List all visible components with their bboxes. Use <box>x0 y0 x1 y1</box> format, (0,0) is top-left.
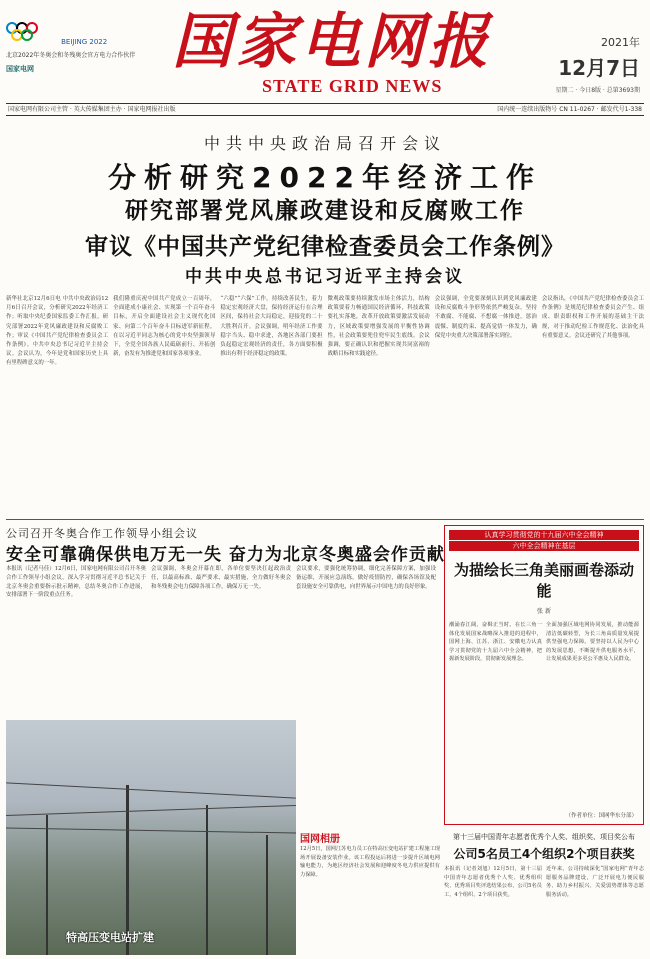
olympic-rings-icon <box>6 22 50 44</box>
top-story-body <box>6 295 644 515</box>
article-column: 潮涌春江阔，奋楫正当时。在长三角一体化发展国家战略深入推进的进程中，国网上海、江苏、浙江、安徽电力认真学习贯彻党的十九届六中全会精神，把握新发展阶段，贯彻新发展理念。 <box>449 622 542 663</box>
photo-section-tag: 国网相册 <box>300 834 340 845</box>
top-story-headline-3: 审议《中国共产党纪律检查委员会工作条例》 <box>85 234 565 260</box>
article-column: 新华社北京12月6日电 中共中央政治局12月6日召开会议，分析研究2022年经济工作；听取中央纪委国家监委工作汇报，研究部署2022年党风廉政建设和反腐败工作；审议《中国共产党纪律检查委员会工作条例》。中共中央总书记习近平主持会议。会议认为，今年是党和国家历史上具有里程碑意义的一年。 <box>6 296 109 367</box>
article-column: 近年来，公司持续深化“国家电网”青年志愿服务品牌建设，广泛开展电力便民服务、助力乡村振兴、关爱弱势群体等志愿服务活动。 <box>546 866 644 898</box>
wire-graphic <box>6 782 296 798</box>
tower-graphic <box>46 815 48 955</box>
story2-headline: 安全可靠确保供电万无一失 奋力为北京冬奥盛会作贡献 <box>6 545 445 565</box>
commentary-band-sub: 六中全会精神在基层 <box>449 541 639 551</box>
article-column: “六稳”“六保”工作，持续改善民生，着力稳定宏观经济大盘，保持经济运行在合理区间，保持社会大局稳定，迎接党的二十大胜利召开。会议强调，明年经济工作要稳字当头、稳中求进，各地区各部门要担负起稳定宏观经济的责任，各方面要积极推出有利于经济稳定的政策。 <box>220 296 323 358</box>
bottom-story-kicker: 第十三届中国青年志愿者优秀个人奖、组织奖、项目奖公布 <box>453 833 635 841</box>
article-column: 会议强调，全党要深刻认识到党风廉政建设和反腐败斗争形势依然严峻复杂，坚持不敢腐、不能腐、不想腐一体推进，惩治震慑、制度约束、提高觉悟一体发力，确保党中央重大决策部署落实到位。 <box>434 296 537 339</box>
top-story-subhead: 中共中央总书记习近平主持会议 <box>185 267 465 287</box>
top-story-headline-2: 研究部署党风廉政建设和反腐败工作 <box>125 198 525 224</box>
newspaper-title: 国家电网报 <box>172 7 492 77</box>
bottom-story-body <box>444 865 644 955</box>
story2-kicker: 公司召开冬奥合作工作领导小组会议 <box>6 527 198 540</box>
article-column: 全面加强区域电网协同发展，推动能源清洁低碳转型，为长三角高质量发展提供坚强电力保障。要坚持以人民为中心的发展思想，不断提升供电服务水平，让发展成果更多更公平惠及人民群众。 <box>546 622 639 663</box>
top-story-kicker: 中共中央政治局召开会议 <box>203 134 446 153</box>
masthead <box>0 0 650 100</box>
story2-body <box>6 565 436 715</box>
news-photo <box>6 720 296 955</box>
section-divider <box>6 519 644 520</box>
publisher-info: 国家电网有限公司主管 · 英大传媒集团主办 · 国家电网报社出版 <box>8 106 176 113</box>
article-column: 微观政策要持续激发市场主体活力，结构政策要着力畅通国民经济循环，科技政策要扎实落地，改革开放政策要激活发展动力，区域政策要增强发展的平衡性协调性，社会政策要兜住兜牢民生底线。会议强调，要正确认识和把握实现共同富裕的战略目标和实践途径。 <box>327 296 430 358</box>
article-column: 我们隆重庆祝中国共产党成立一百周年，全面建成小康社会、实现第一个百年奋斗目标，开启全面建设社会主义现代化国家、向第二个百年奋斗目标进军新征程。在以习近平同志为核心的党中央坚强领导下，全党全国各族人民砥砺前行、开拓创新，奋发有为推进党和国家各项事业。 <box>113 296 216 358</box>
top-story-headline-1: 分析研究2022年经济工作 <box>108 161 542 194</box>
commentary-headline: 为描绘长三角美丽画卷添动能 <box>453 561 634 600</box>
tower-graphic <box>266 835 268 955</box>
tower-graphic <box>206 805 208 955</box>
newspaper-title-en: STATE GRID NEWS <box>262 76 443 96</box>
issue-year: 2021年 <box>601 36 640 49</box>
bottom-story-headline: 公司5名员工4个组织2个项目获奖 <box>453 847 635 861</box>
issue-date: 12月7日 <box>558 56 640 80</box>
article-column: 会议强调，冬奥会开幕在即，各单位要坚决扛起政治责任，以最高标准、最严要求、最实措施，全力做好冬奥会和冬残奥会电力保障各项工作，确保万无一失。 <box>151 566 291 590</box>
games-label: BEIJING 2022 <box>61 38 108 46</box>
article-column: 本报讯（记者刘旭）12月5日，第十三届中国青年志愿者优秀个人奖、优秀组织奖、优秀项目奖评选结果公布，公司5名员工、4个组织、2个项目获奖。 <box>444 866 542 898</box>
article-column: 本报讯（记者马佳）12月6日，国家电网有限公司召开冬奥合作工作领导小组会议，深入学习贯彻习近平总书记关于北京冬奥会重要指示批示精神，总结冬奥合作工作进展，安排部署下一阶段重点任务。 <box>6 566 146 599</box>
state-grid-brand: 国家电网 <box>6 65 34 73</box>
issue-meta: 星期二 · 今日8版 · 总第3693期 <box>555 87 640 94</box>
date-block <box>555 34 640 94</box>
article-column: 会议指出，《中国共产党纪律检查委员会工作条例》是规范纪律检查委员会产生、组成、职责职权和工作开展的基础主干法规，对于推动纪检工作规范化、法治化具有重要意义。会议还研究了其他事项。 <box>541 296 645 339</box>
partner-caption: 北京2022年冬奥会和冬残奥会官方电力合作伙伴 <box>6 52 136 59</box>
commentary-band: 认真学习贯彻党的十九届六中全会精神 <box>449 530 639 540</box>
photo-description <box>300 845 440 955</box>
commentary-box <box>444 525 644 825</box>
publication-number: 国内统一连续出版物号 CN 11-0267 · 邮发代号1-338 <box>497 106 642 113</box>
olympic-partner-logo <box>6 22 146 74</box>
article-column: 会议要求，要强化统筹协调，细化完善保障方案，加强设备运维，开展应急演练，做好疫情防控，确保各场馆及配套设施安全可靠供电，向世界展示中国电力的良好形象。 <box>296 566 436 590</box>
wire-graphic <box>6 827 296 833</box>
wire-graphic <box>6 805 296 816</box>
commentary-signature: （作者单位：国网华东分部） <box>565 813 637 819</box>
photo-description-text: 12月5日，国网江苏电力员工在特高压变电站扩建工程施工现场开展设备安装作业。该工程投运后将进一步提升区域电网输电能力，为地区经济社会发展和迎峰度冬电力供应提供有力保障。 <box>300 846 440 878</box>
commentary-author: 张 新 <box>537 608 551 615</box>
photo-caption: 特高压变电站扩建 <box>66 931 154 944</box>
info-bar <box>6 103 644 116</box>
